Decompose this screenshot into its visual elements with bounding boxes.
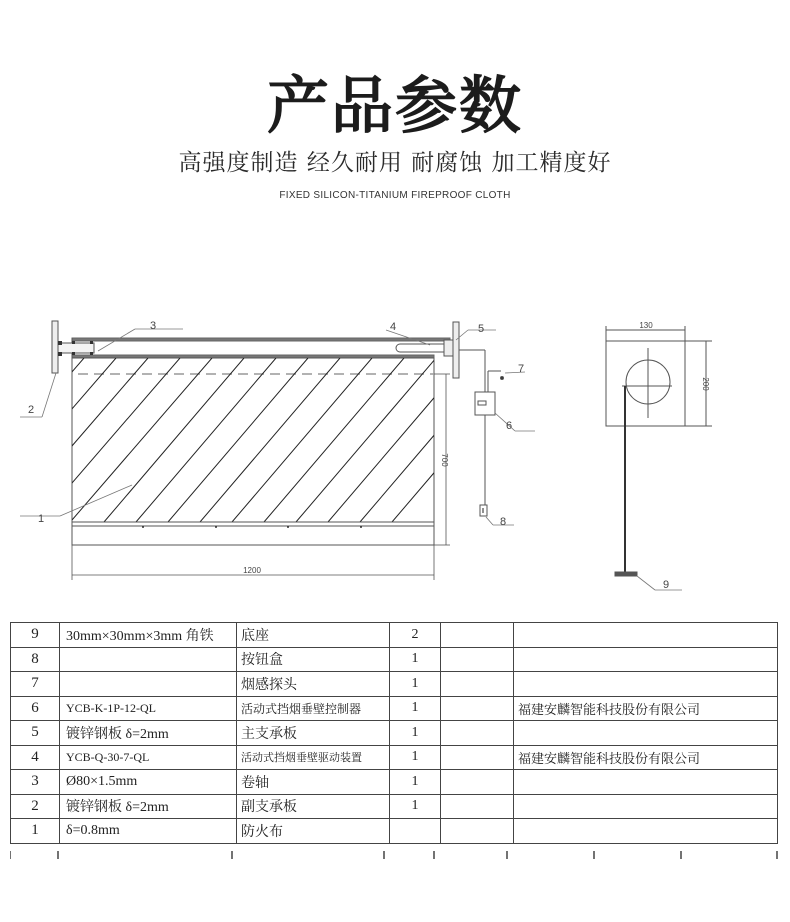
part-spec: 30mm×30mm×3mm 角铁 <box>60 623 237 648</box>
part-spec: 镀锌钢板 δ=2mm <box>60 794 237 819</box>
part-qty: 1 <box>390 696 441 721</box>
callout-5: 5 <box>478 323 485 335</box>
part-maker <box>514 721 778 746</box>
part-name: 副支承板 <box>237 794 390 819</box>
table-row <box>11 647 778 672</box>
part-name: 底座 <box>237 623 390 648</box>
part-maker <box>514 794 778 819</box>
part-maker: 福建安麟智能科技股份有限公司 <box>514 745 778 770</box>
table-row <box>11 770 778 795</box>
part-note <box>441 647 514 672</box>
part-spec <box>60 647 237 672</box>
part-qty: 1 <box>390 794 441 819</box>
side-view <box>606 326 712 576</box>
part-name: 活动式挡烟垂壁控制器 <box>237 696 390 721</box>
side-width-dimension: 130 <box>639 321 653 330</box>
part-qty: 1 <box>390 745 441 770</box>
part-note <box>441 623 514 648</box>
callout-4: 4 <box>390 321 397 333</box>
part-number: 6 <box>11 696 60 721</box>
part-maker: 福建安麟智能科技股份有限公司 <box>514 696 778 721</box>
part-note <box>441 745 514 770</box>
part-spec: 镀锌钢板 δ=2mm <box>60 721 237 746</box>
part-name: 活动式挡烟垂壁驱动装置 <box>237 745 390 770</box>
part-spec: YCB-K-1P-12-QL <box>60 696 237 721</box>
callout-6: 6 <box>506 420 513 432</box>
page-subtitle: 高强度制造 经久耐用 耐腐蚀 加工精度好 <box>178 150 612 176</box>
part-qty: 1 <box>390 770 441 795</box>
width-dimension: 1200 <box>243 566 261 575</box>
part-name: 防火布 <box>237 819 390 844</box>
part-note <box>441 672 514 697</box>
roller-housing <box>72 338 450 358</box>
part-maker <box>514 672 778 697</box>
part-note <box>441 721 514 746</box>
table-row <box>11 672 778 697</box>
table-row <box>11 794 778 819</box>
part-maker <box>514 623 778 648</box>
part-qty: 1 <box>390 721 441 746</box>
table-row <box>11 745 778 770</box>
part-spec: δ=0.8mm <box>60 819 237 844</box>
part-note <box>441 819 514 844</box>
callout-7: 7 <box>518 363 525 375</box>
part-maker <box>514 647 778 672</box>
part-spec: YCB-Q-30-7-QL <box>60 745 237 770</box>
part-number: 9 <box>11 623 60 648</box>
part-maker <box>514 770 778 795</box>
english-caption: FIXED SILICON-TITANIUM FIREPROOF CLOTH <box>279 190 511 201</box>
height-dimension: 700 <box>440 453 449 467</box>
table-row <box>11 721 778 746</box>
part-number: 3 <box>11 770 60 795</box>
part-number: 8 <box>11 647 60 672</box>
part-name: 烟感探头 <box>237 672 390 697</box>
part-maker <box>514 819 778 844</box>
part-note <box>441 696 514 721</box>
part-number: 2 <box>11 794 60 819</box>
callout-8: 8 <box>500 516 507 528</box>
part-number: 4 <box>11 745 60 770</box>
technical-drawing <box>0 290 790 610</box>
part-note <box>441 794 514 819</box>
part-spec: Ø80×1.5mm <box>60 770 237 795</box>
page-title: 产品参数 <box>266 69 523 142</box>
control-wiring <box>459 350 504 516</box>
callout-2: 2 <box>28 404 35 416</box>
side-height-dimension: 200 <box>701 377 710 391</box>
callout-1: 1 <box>38 513 45 525</box>
part-number: 1 <box>11 819 60 844</box>
part-name: 主支承板 <box>237 721 390 746</box>
part-number: 7 <box>11 672 60 697</box>
callout-3: 3 <box>150 320 157 332</box>
fireproof-cloth <box>0 358 532 545</box>
part-name: 卷轴 <box>237 770 390 795</box>
callout-9: 9 <box>663 579 670 591</box>
table-cut-edge <box>10 851 778 859</box>
table-row <box>11 696 778 721</box>
table-row <box>11 819 778 844</box>
table-row <box>11 623 778 648</box>
part-note <box>441 770 514 795</box>
part-qty: 1 <box>390 672 441 697</box>
part-qty: 1 <box>390 647 441 672</box>
parts-table <box>10 622 778 844</box>
part-number: 5 <box>11 721 60 746</box>
part-name: 按钮盒 <box>237 647 390 672</box>
part-spec <box>60 672 237 697</box>
part-qty <box>390 819 441 844</box>
part-qty: 2 <box>390 623 441 648</box>
